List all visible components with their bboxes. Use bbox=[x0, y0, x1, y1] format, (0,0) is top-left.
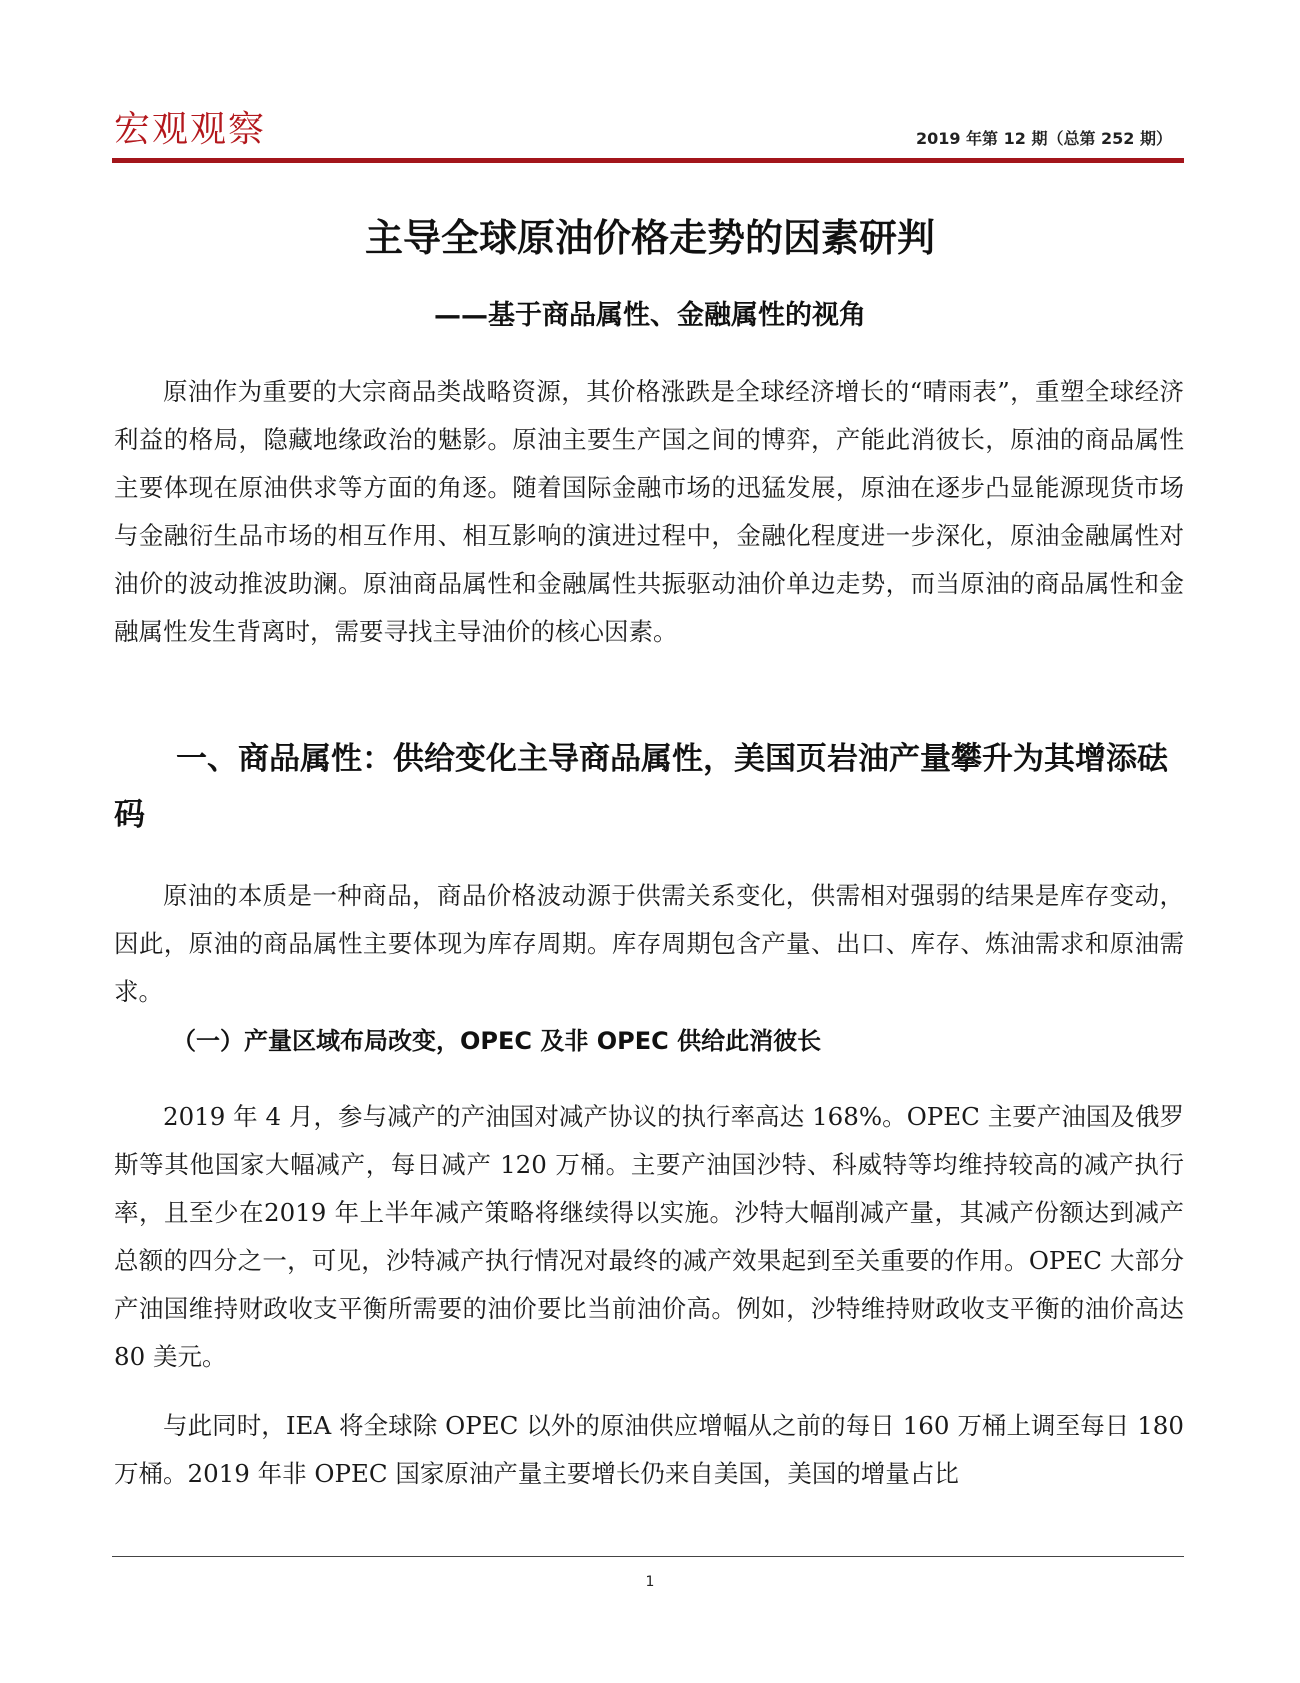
section-paragraph: 原油的本质是一种商品，商品价格波动源于供需关系变化，供需相对强弱的结果是库存变动，因此，原油的商品属性主要体现为库存周期。库存周期包含产量、出口、库存、炼油需求和原油需求。 bbox=[114, 881, 1184, 1006]
section-heading: 一、商品属性：供给变化主导商品属性，美国页岩油产量攀升为其增添砝码 bbox=[114, 741, 1168, 833]
header-divider bbox=[112, 158, 1184, 163]
page-number: 1 bbox=[645, 1574, 655, 1590]
article-subtitle: ——基于商品属性、金融属性的视角 bbox=[434, 300, 866, 331]
body-paragraph: 2019 年 4 月，参与减产的产油国对减产协议的执行率高达 168%。OPEC 主要产油国及俄罗斯等其他国家大幅减产，每日减产 120 万桶。主要产油国沙特、科威特等均维持较高的减产执行率，且至少在2019 年上半年减产策略将继续得以实施。沙特大幅削减产量，其减产份额达到减产总额的四分之一，可见，沙特减产执行情况对最终的减产效果起到至关重要的作用。OPEC 大部分产油国维持财政收支平衡所需要的油价要比当前油价高。例如，沙特维持财政收支平衡的油价高达 80 美元。 bbox=[114, 1102, 1184, 1371]
intro-paragraph: 原油作为重要的大宗商品类战略资源，其价格涨跌是全球经济增长的“晴雨表”，重塑全球经济利益的格局，隐藏地缘政治的魅影。原油主要生产国之间的博弈，产能此消彼长，原油的商品属性主要体现在原油供求等方面的角逐。随着国际金融市场的迅猛发展，原油在逐步凸显能源现货市场与金融衍生品市场的相互作用、相互影响的演进过程中，金融化程度进一步深化，原油金融属性对油价的波动推波助澜。原油商品属性和金融属性共振驱动油价单边走势，而当原油的商品属性和金融属性发生背离时，需要寻找主导油价的核心因素。 bbox=[114, 377, 1184, 646]
article-title: 主导全球原油价格走势的因素研判 bbox=[364, 216, 935, 260]
footer-divider bbox=[112, 1556, 1184, 1557]
issue-number: 2019 年第 12 期（总第 252 期） bbox=[915, 129, 1172, 148]
subsection-heading: （一）产量区域布局改变，OPEC 及非 OPEC 供给此消彼长 bbox=[172, 1027, 822, 1055]
publication-brand: 宏观观察 bbox=[114, 109, 267, 150]
body-paragraph: 与此同时，IEA 将全球除 OPEC 以外的原油供应增幅从之前的每日 160 万桶上调至每日 180 万桶。2019 年非 OPEC 国家原油产量主要增长仍来自美国，美国的增量占比 bbox=[114, 1411, 1184, 1488]
